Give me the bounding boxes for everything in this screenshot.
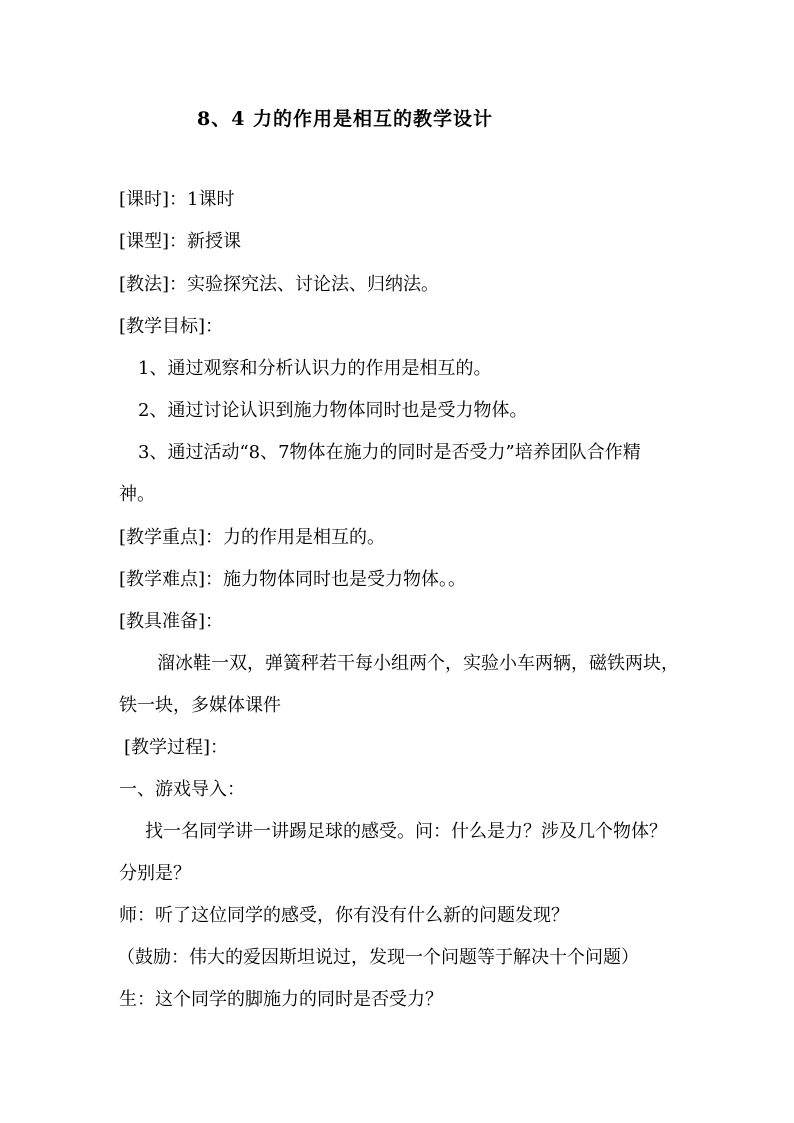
materials-line-2: 铁一块，多媒体课件 [119, 695, 281, 716]
objective-1: 1、通过观察和分析认识力的作用是相互的。 [138, 358, 492, 379]
objective-3-continued: 神。 [119, 484, 155, 505]
document-title: 8、4 力的作用是相互的教学设计 [196, 108, 494, 130]
encouragement-line: （鼓励：伟大的爱因斯坦说过，发现一个问题等于解决十个问题） [117, 947, 639, 968]
teacher-line: 师：听了这位同学的感受，你有没有什么新的问题发现？ [119, 905, 569, 926]
intro-paragraph-line-2: 分别是？ [119, 863, 191, 884]
materials-heading: [教具准备]： [119, 611, 224, 632]
lesson-hours: [课时]：1课时 [119, 189, 235, 210]
lesson-type: [课型]：新授课 [119, 231, 242, 252]
objective-3: 3、通过活动“8、7物体在施力的同时是否受力”培养团队合作精 [138, 442, 641, 463]
difficult-point: [教学难点]：施力物体同时也是受力物体。。 [119, 569, 467, 590]
objectives-heading: [教学目标]： [119, 316, 224, 337]
section-game-intro: 一、游戏导入： [119, 779, 245, 800]
key-point: [教学重点]：力的作用是相互的。 [119, 527, 386, 548]
process-heading: [教学过程]： [124, 737, 229, 758]
objective-2: 2、通过讨论认识到施力物体同时也是受力物体。 [138, 400, 528, 421]
student-line: 生：这个同学的脚施力的同时是否受力？ [119, 989, 443, 1010]
intro-paragraph-line-1: 找一名同学讲一讲踢足球的感受。问：什么是力？涉及几个物体？ [145, 821, 667, 842]
materials-line-1: 溜冰鞋一双，弹簧秤若干每小组两个，实验小车两辆，磁铁两块， [157, 653, 679, 674]
teaching-methods: [教法]：实验探究法、讨论法、归纳法。 [119, 274, 440, 295]
